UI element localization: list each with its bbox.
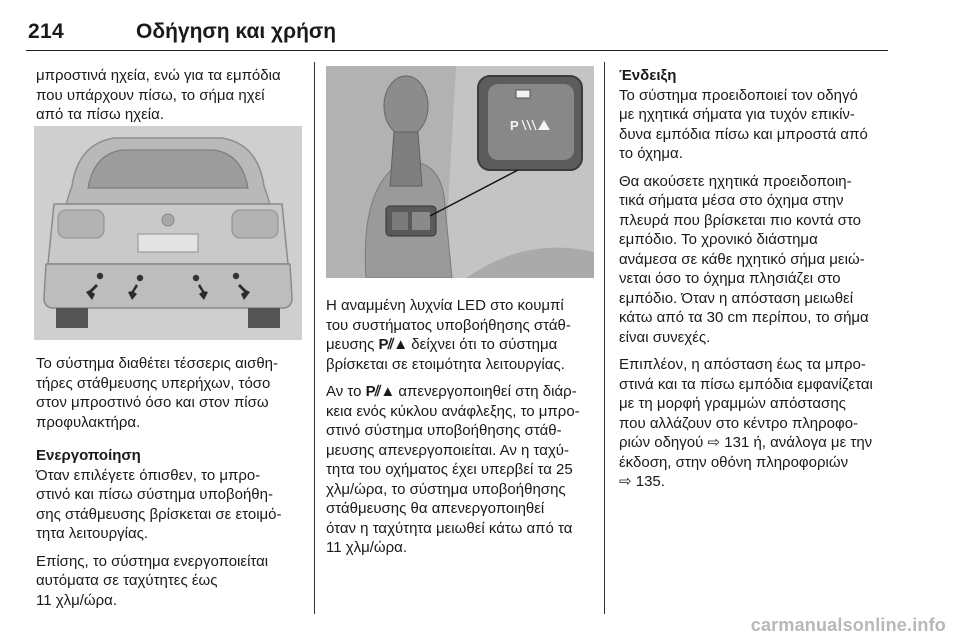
body-line: ριών οδηγού ⇨ 131 ή, ανάλογα με την	[619, 434, 873, 451]
body-line: Όταν επιλέγετε όπισθεν, το μπρο-	[36, 466, 261, 484]
body-line: 11 χλμ/ώρα.	[326, 539, 408, 556]
park-assist-icon: P⫽▲	[378, 336, 408, 353]
body-line: Το σύστημα διαθέτει τέσσερις αισθη-	[36, 355, 279, 372]
body-line: τητα του οχήματος έχει υπερβεί τα 25	[326, 461, 573, 478]
body-line: μευσης P⫽▲ δείχνει ότι το σύστημα	[326, 336, 558, 353]
body-line: στινό και πίσω σύστημα υποβοήθη-	[36, 486, 273, 503]
body-line: σης στάθμευσης βρίσκεται σε ετοιμό-	[36, 505, 282, 523]
park-assist-icon: P⫽▲	[365, 383, 395, 400]
body-line: Επιπλέον, η απόσταση έως τα μπρο-	[619, 356, 866, 373]
page-number: 214	[28, 20, 64, 43]
body-line: ανάμεσα σε κάθε ηχητικό σήμα μειώ-	[619, 250, 865, 268]
page-header	[26, 8, 888, 48]
body-line: χλμ/ώρα, το σύστημα υποβοήθησης	[326, 480, 566, 498]
body-line: τητα λειτουργίας.	[36, 525, 149, 542]
console-park-button-illustration	[326, 66, 594, 278]
column-2-body	[326, 296, 598, 558]
body-line: στάθμευσης θα απενεργοποιηθεί	[326, 500, 545, 517]
body-line: με ηχητικά σήματα για τυχόν επικίν-	[619, 106, 855, 123]
body-line: νεται όσο το όχημα πλησιάζει στο	[619, 270, 841, 287]
column-1-body	[36, 354, 306, 610]
body-line: αυτόματα σε ταχύτητες έως	[36, 572, 218, 589]
body-line: με τη μορφή γραμμών απόστασης	[619, 395, 846, 412]
intro-line: μπροστινά ηχεία, ενώ για τα εμπόδια	[36, 67, 281, 84]
body-line: στον μπροστινό όσο και στον πίσω	[36, 394, 269, 411]
column-1	[36, 66, 306, 125]
body-line: Το σύστημα προειδοποιεί τον οδηγό	[619, 86, 858, 104]
body-line: στινά και τα πίσω εμπόδια εμφανίζεται	[619, 375, 873, 393]
body-line: Αν το P⫽▲ απενεργοποιηθεί στη διάρ-	[326, 383, 577, 400]
body-line: μευσης απενεργοποιείται. Αν η ταχύ-	[326, 441, 570, 459]
body-line: δυνα εμπόδια πίσω και μπροστά από	[619, 125, 868, 143]
cross-reference-arrow-icon[interactable]: ⇨	[707, 434, 721, 451]
body-line: προφυλακτήρα.	[36, 413, 141, 431]
body-line: εμπόδιο. Το χρονικό διάστημα	[619, 231, 818, 248]
intro-line: από τα πίσω ηχεία.	[36, 106, 164, 123]
body-line: 11 χλμ/ώρα.	[36, 591, 118, 609]
header-rule	[26, 50, 888, 51]
column-divider-2	[604, 62, 605, 614]
section-heading: Ενεργοποίηση	[36, 447, 141, 464]
body-line: του συστήματος υποβοήθησης στάθ-	[326, 316, 571, 334]
body-line: κεια ενός κύκλου ανάφλεξης, το μπρο-	[326, 402, 580, 420]
intro-line: που υπάρχουν πίσω, το σήμα ηχεί	[36, 86, 265, 104]
watermark: carmanualsonline.info	[750, 615, 946, 635]
svg-text:P: P	[510, 118, 519, 133]
body-line: πλευρά που βρίσκεται πιο κοντά στο	[619, 211, 861, 229]
body-line: έκδοση, στην οθόνη πληροφοριών	[619, 453, 849, 471]
body-line: το όχημα.	[619, 145, 683, 162]
body-line: εμπόδιο. Όταν η απόσταση μειωθεί	[619, 289, 854, 307]
body-line: κάτω από τα 30 cm περίπου, το σήμα	[619, 309, 869, 326]
body-line: όταν η ταχύτητα μειωθεί κάτω από τα	[326, 519, 573, 537]
body-line: στινό σύστημα υποβοήθησης στάθ-	[326, 422, 562, 439]
body-line: ⇨ 135.	[619, 473, 665, 490]
car-rear-sensor-illustration	[34, 126, 302, 340]
body-line: Η αναμμένη λυχνία LED στο κουμπί	[326, 297, 564, 314]
column-3	[619, 66, 891, 492]
body-line: είναι συνεχές.	[619, 328, 711, 346]
body-line: Θα ακούσετε ηχητικά προειδοποιη-	[619, 172, 852, 190]
body-line: Επίσης, το σύστημα ενεργοποιείται	[36, 552, 269, 570]
body-line: τικά σήματα μέσα στο όχημα στην	[619, 192, 844, 209]
cross-reference-arrow-icon[interactable]: ⇨	[619, 473, 632, 490]
page-title: Οδήγηση και χρήση	[136, 20, 337, 43]
body-line: τήρες στάθμευσης υπερήχων, τόσο	[36, 374, 271, 392]
column-divider-1	[314, 62, 315, 614]
body-line: που αλλάζουν στο κέντρο πληροφο-	[619, 414, 859, 432]
body-line: βρίσκεται σε ετοιμότητα λειτουργίας.	[326, 355, 565, 373]
section-heading: Ένδειξη	[619, 67, 677, 84]
